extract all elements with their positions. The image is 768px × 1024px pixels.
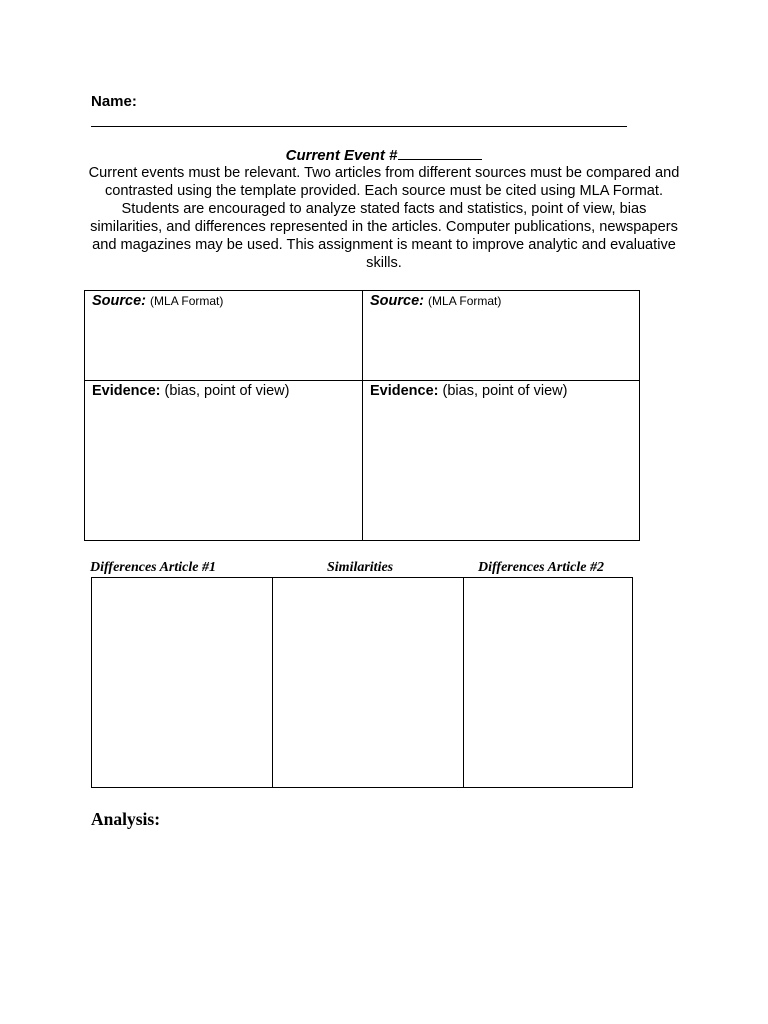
source-cell-2[interactable] [370, 293, 501, 309]
source-hint: (MLA Format) [150, 294, 224, 308]
table-divider-horizontal [85, 380, 639, 381]
source-hint: (MLA Format) [428, 294, 502, 308]
source-label: Source: [92, 293, 146, 309]
event-number-blank[interactable] [398, 146, 482, 160]
analysis-label: Analysis: [91, 809, 161, 829]
comparison-divider-1 [272, 578, 273, 787]
similarities-heading: Similarities [327, 560, 394, 575]
instructions-paragraph: Current events must be relevant. Two articles from different sources must be compared and contrasted using the template provided. Each source must be cited using MLA Format. Students are encouraged to analyze stated facts and statistics, point of view, bias similarities, and differences represented in the articles. Computer publications, newspapers and magazines may be used. This assignment is meant to improve analytic and evaluative skills. [88, 165, 680, 271]
table-divider-vertical [362, 291, 363, 540]
evidence-cell-1[interactable] [92, 383, 289, 399]
page-title [0, 146, 768, 164]
evidence-hint: (bias, point of view) [442, 383, 568, 399]
name-label: Name: [91, 93, 137, 110]
source-label: Source: [370, 293, 424, 309]
source-evidence-table [84, 290, 640, 541]
name-field-line[interactable] [91, 126, 627, 127]
source-cell-1[interactable] [92, 293, 223, 309]
evidence-label: Evidence: [92, 383, 161, 399]
evidence-hint: (bias, point of view) [164, 383, 290, 399]
differences-article-2-heading: Differences Article #2 [478, 560, 604, 575]
evidence-label: Evidence: [370, 383, 439, 399]
evidence-cell-2[interactable] [370, 383, 567, 399]
title-text: Current Event # [285, 147, 398, 164]
comparison-divider-2 [463, 578, 464, 787]
differences-article-1-heading: Differences Article #1 [90, 560, 216, 575]
comparison-table [91, 577, 633, 788]
